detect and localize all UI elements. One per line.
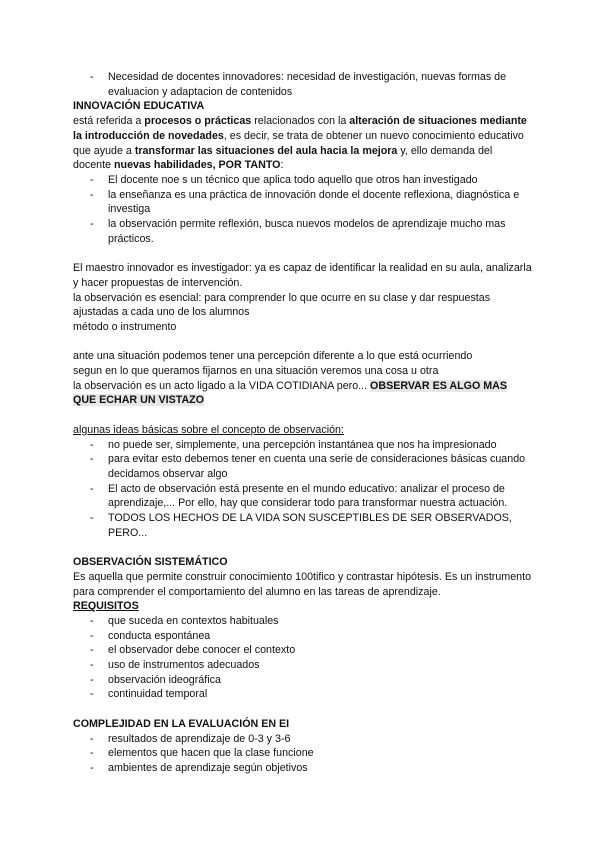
list-item: - la observación permite reflexión, busca nuevos modelos de aprendizaje mucho mas prácticos. <box>90 218 506 245</box>
list-item: - observación ideográfica <box>90 673 221 686</box>
ideas-list <box>73 438 533 541</box>
section-title-complejidad: COMPLEJIDAD EN LA EVALUACIÓN EN EI <box>73 717 290 730</box>
section-title-sistematico: OBSERVACIÓN SISTEMÁTICO <box>73 556 228 569</box>
list-item <box>73 70 533 99</box>
list-item: - conducta espontánea <box>90 629 211 642</box>
section-title-innovacion: INNOVACIÓN EDUCATIVA <box>73 100 205 113</box>
bullet-dash: - <box>90 659 94 672</box>
list-item: - ambientes de aprendizaje según objetivos <box>90 761 308 774</box>
bullet-dash: - <box>90 673 94 686</box>
highlighted-text: OBSERVAR ES ALGO MAS QUE ECHAR UN VISTAZO <box>73 379 508 407</box>
requisitos-title: REQUISITOS <box>73 600 139 613</box>
bullet-dash: - <box>90 761 94 774</box>
list-item: - la enseñanza es una práctica de innovación donde el docente reflexiona, diagnóstica e investiga <box>90 188 520 216</box>
list-item: - para evitar esto debemos tener en cuenta una serie de consideraciones básicas cuando decidamos observar algo <box>90 453 526 480</box>
complejidad-list <box>73 732 533 776</box>
list-item: - TODOS LOS HECHOS DE LA VIDA SON SUSCEPTIBLES DE SER OBSERVADOS, PERO... <box>90 512 512 539</box>
bullet-dash: - <box>90 732 94 745</box>
sistematico-paragraph: Es aquella que permite construir conocimiento 100tifico y contrastar hipótesis. Es un instrumento para comprender el comportamiento del alumno en las tareas de aprendizaje. <box>73 570 532 598</box>
list-item: - no puede ser, simplemente, una percepción instantánea que nos ha impresionado <box>90 438 497 451</box>
maestro-line: método o instrumento <box>73 320 177 333</box>
bullet-dash: - <box>90 453 94 466</box>
maestro-line: El maestro innovador es investigador: ya es capaz de identificar la realidad en su aula, analizarla y hacer propuestas de intervención. <box>73 262 532 289</box>
list-item: - que suceda en contextos habituales <box>90 614 279 627</box>
list-item: - continuidad temporal <box>90 688 208 701</box>
bullet-dash: - <box>90 71 94 83</box>
bullet-dash: - <box>90 629 94 642</box>
situacion-line: segun en lo que queramos fijarnos en una situación veremos una cosa u otra <box>73 365 439 378</box>
bullet-dash: - <box>90 188 94 201</box>
requisitos-list <box>73 614 533 702</box>
document-page <box>73 70 533 776</box>
situacion-line: la observación es un acto ligado a la VIDA COTIDIANA pero... OBSERVAR ES ALGO MAS QUE ECHAR UN VISTAZO <box>73 379 508 407</box>
list-item: - El docente noe s un técnico que aplica todo aquello que otros han investigado <box>90 173 478 186</box>
top-list <box>73 70 533 99</box>
list-item: - El acto de observación está presente en el mundo educativo: analizar el proceso de aprendizaje,... Por ello, hay que considerar todo para transformar nuestra actuación. <box>90 482 508 510</box>
list-item: - elementos que hacen que la clase funcione <box>90 747 314 760</box>
innovacion-paragraph: está referida a procesos o prácticas relacionados con la alteración de situaciones mediante la introducción de novedades, es decir, se trata de obtener un nuevo conocimiento educativo que ayude a transformar las situaciones del aula hacia la mejora y, ello demanda del docente nuevas habilidades, POR TANTO: <box>73 115 527 172</box>
bullet-dash: - <box>90 173 94 186</box>
bullet-dash: - <box>90 438 94 451</box>
maestro-line: la observación es esencial: para comprender lo que ocurre en su clase y dar respuestas ajustadas a cada uno de los alumnos <box>73 291 491 319</box>
list-item: - resultados de aprendizaje de 0-3 y 3-6 <box>90 732 291 745</box>
list-item: - el observador debe conocer el contexto <box>90 644 296 657</box>
bullet-dash: - <box>90 482 94 495</box>
list-item-text: Necesidad de docentes innovadores: necesidad de investigación, nuevas formas de evaluacion y adaptacion de contenidos <box>108 71 507 98</box>
list-item: - uso de instrumentos adecuados <box>90 659 260 672</box>
bullet-dash: - <box>90 614 94 627</box>
innovacion-list <box>73 173 533 247</box>
bullet-dash: - <box>90 512 94 525</box>
ideas-title: algunas ideas básicas sobre el concepto de observación: <box>73 423 344 436</box>
bullet-dash: - <box>90 644 94 657</box>
bullet-dash: - <box>90 688 94 701</box>
situacion-line: ante una situación podemos tener una percepción diferente a lo que está ocurriendo <box>73 350 473 363</box>
bullet-dash: - <box>90 218 94 231</box>
bullet-dash: - <box>90 747 94 760</box>
